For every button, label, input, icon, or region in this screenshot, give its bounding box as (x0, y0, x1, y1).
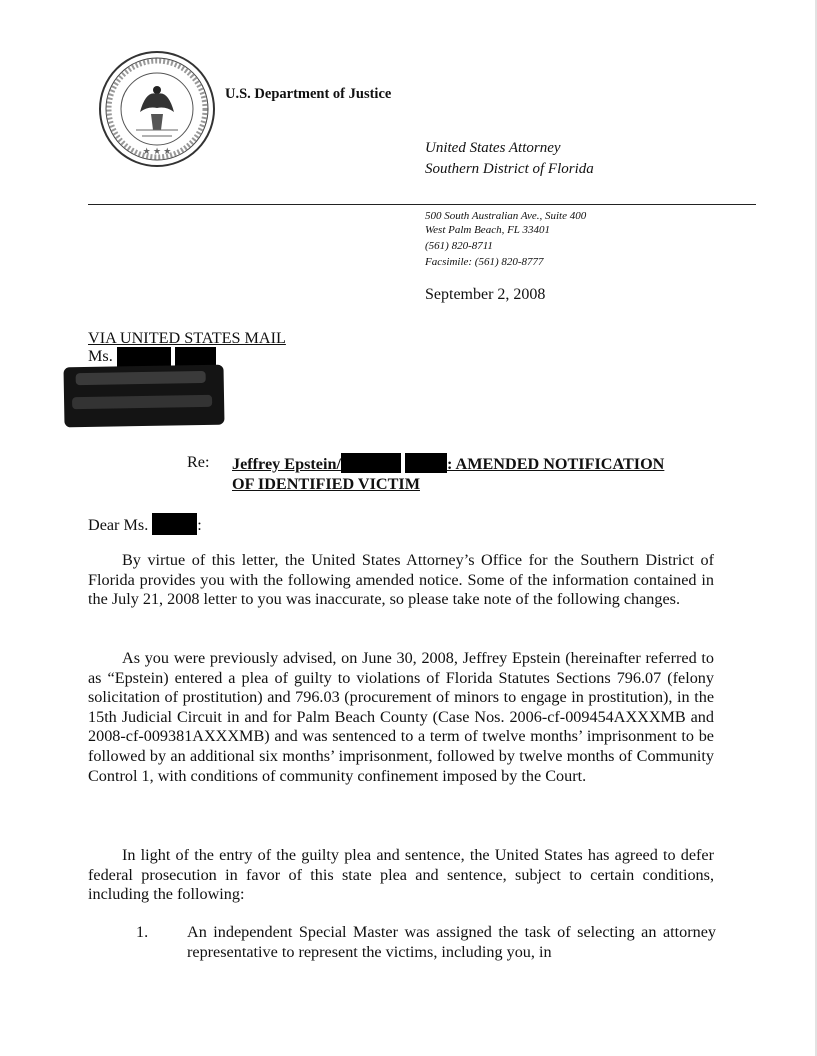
greeting-suffix: : (197, 516, 202, 534)
address-line: 500 South Australian Ave., Suite 400 (425, 210, 587, 222)
list-item-text: An independent Special Master was assigned the task of selecting an attorney representative to represent the victims, including you, in (187, 923, 716, 961)
recipient-salutation: Ms. (88, 347, 113, 365)
subject-title-line2: OF IDENTIFIED VICTIM (232, 474, 420, 493)
redaction-block (341, 453, 401, 473)
subject-name: Jeffrey Epstein/ (232, 455, 341, 473)
subject-line (232, 453, 664, 494)
redacted-address (63, 365, 224, 428)
greeting (88, 513, 202, 536)
list-item-number: 1. (136, 923, 149, 941)
letter-date: September 2, 2008 (425, 286, 546, 303)
phone-line: (561) 820-8711 (425, 240, 493, 252)
doj-seal-icon (96, 50, 218, 168)
redaction-block (405, 453, 447, 473)
fax-line: Facsimile: (561) 820-8777 (425, 256, 544, 268)
department-name: U.S. Department of Justice (225, 86, 392, 102)
address-line: West Palm Beach, FL 33401 (425, 224, 550, 236)
redaction-block (152, 513, 197, 535)
subject-title: : AMENDED NOTIFICATION (447, 455, 665, 473)
re-label: Re: (187, 453, 210, 471)
paragraph (88, 649, 714, 786)
svg-text:★ ★ ★: ★ ★ ★ (142, 146, 172, 156)
office-title: United States Attorney (425, 140, 561, 156)
paragraph-text: In light of the entry of the guilty plea and sentence, the United States has agreed to defer federal prosecution in favor of this state plea and sentence, subject to certain conditions, including the following: (88, 846, 714, 904)
paragraph-text: By virtue of this letter, the United States Attorney’s Office for the Southern District of Florida provides you with the following amended notice. Some of the information contained in the July 21, 2008 letter to you was inaccurate, so please take note of the following changes. (88, 551, 714, 609)
paragraph-text: As you were previously advised, on June 30, 2008, Jeffrey Epstein (hereinafter referred to as “Epstein) entered a plea of guilty to violations of Florida Statutes Sections 796.07 (felony solicitation of prostitution) and 796.03 (procurement of minors to engage in prostitution), in the 15th Judicial Circuit in and for Palm Beach County (Case Nos. 2006-cf-009454AXXXMB and 2008-cf-009381AXXXMB) and was sentenced to a term of twelve months’ imprisonment to be followed by an additional six months’ imprisonment, followed by twelve months of Community Control 1, with conditions of community confinement imposed by the Court. (88, 649, 714, 785)
paragraph (88, 551, 714, 610)
paragraph (88, 846, 714, 905)
district-name: Southern District of Florida (425, 161, 594, 177)
greeting-prefix: Dear Ms. (88, 516, 149, 534)
delivery-method: VIA UNITED STATES MAIL (88, 329, 286, 347)
letterhead-divider (88, 204, 756, 205)
